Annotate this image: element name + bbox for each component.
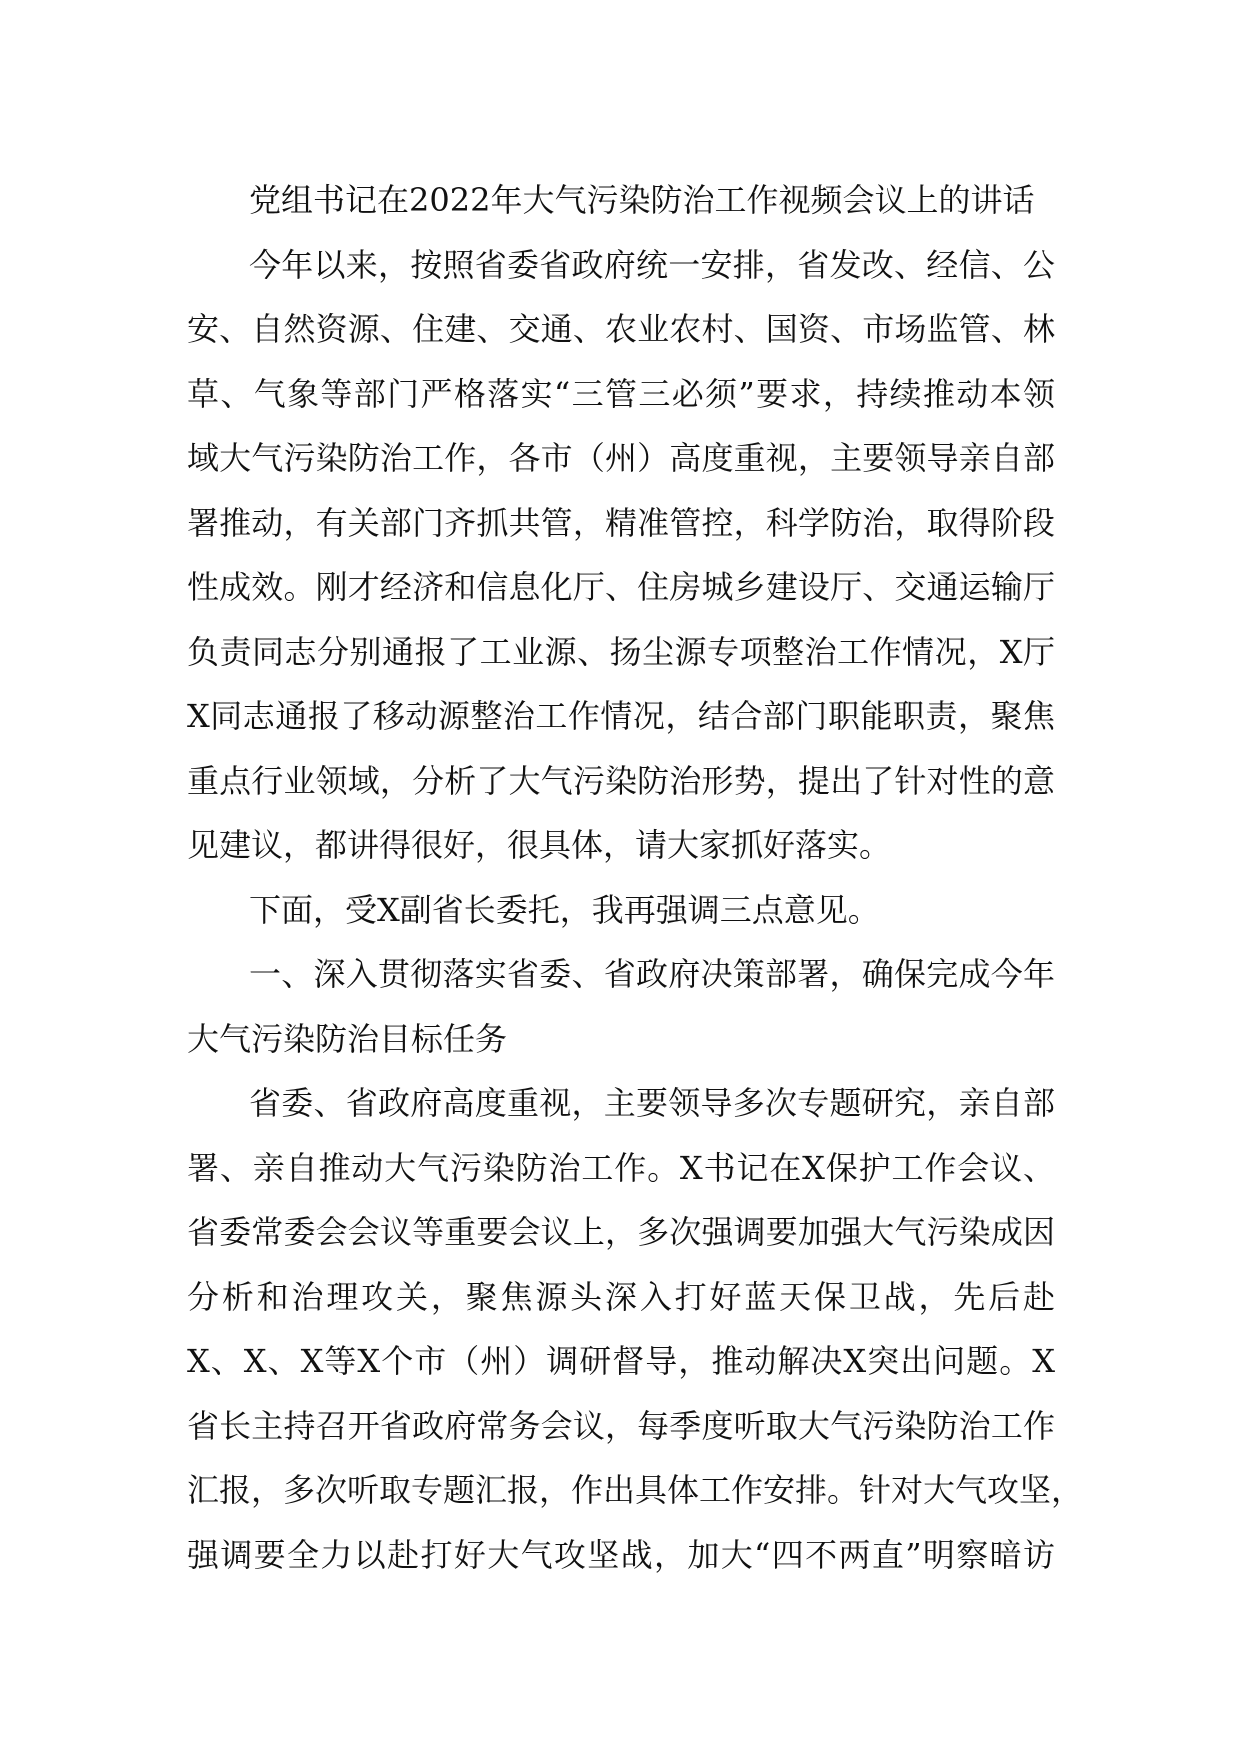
text-line: 域大气污染防治工作，各市（州）高度重视，主要领导亲自部	[187, 439, 1055, 477]
text-line: 一、深入贯彻落实省委、省政府决策部署，确保完成今年	[249, 955, 1055, 993]
text-line: X、X、X等X个市（州）调研督导，推动解决X突出问题。X	[187, 1342, 1055, 1380]
document-title: 党组书记在2022年大气污染防治工作视频会议上的讲话	[249, 181, 1035, 219]
text-line: 负责同志分别通报了工业源、扬尘源专项整治工作情况，X厅	[187, 632, 1055, 671]
text-line: 大气污染防治目标任务	[187, 1019, 508, 1058]
text-line: 署推动，有关部门齐抓共管，精准管控，科学防治，取得阶段	[187, 503, 1055, 542]
section-heading-1	[187, 942, 1055, 1071]
text-line: 性成效。刚才经济和信息化厅、住房城乡建设厅、交通运输厅	[187, 568, 1055, 606]
text-line: 汇报，多次听取专题汇报，作出具体工作安排。针对大气攻坚，	[187, 1471, 1084, 1509]
text-line: 分析和治理攻关，聚焦源头深入打好蓝天保卫战，先后赴	[187, 1277, 1055, 1316]
text-line: 今年以来，按照省委省政府统一安排，省发改、经信、公	[249, 245, 1055, 284]
text-line: 署、亲自推动大气污染防治工作。X书记在X保护工作会议、	[187, 1148, 1055, 1187]
text-line: 见建议，都讲得很好，很具体，请大家抓好落实。	[187, 826, 892, 864]
text-line: 省委常委会会议等重要会议上，多次强调要加强大气污染成因	[187, 1213, 1055, 1251]
paragraph-transition	[187, 878, 1055, 943]
text-line: 省长主持召开省政府常务会议，每季度听取大气污染防治工作	[187, 1406, 1055, 1445]
paragraph-body-1	[187, 1071, 1084, 1587]
document-body	[187, 168, 1084, 1587]
text-line: X同志通报了移动源整治工作情况，结合部门职能职责，聚焦	[187, 697, 1055, 735]
text-line: 强调要全力以赴打好大气攻坚战，加大“四不两直”明察暗访	[187, 1535, 1055, 1574]
text-line: 安、自然资源、住建、交通、农业农村、国资、市场监管、林	[187, 310, 1055, 348]
text-line: 草、气象等部门严格落实“三管三必须”要求，持续推动本领	[187, 374, 1055, 413]
text-line: 省委、省政府高度重视，主要领导多次专题研究，亲自部	[249, 1084, 1055, 1122]
text-line: 重点行业领域，分析了大气污染防治形势，提出了针对性的意	[187, 761, 1055, 800]
paragraph-intro	[187, 233, 1055, 878]
text-line: 下面，受X副省长委托，我再强调三点意见。	[249, 890, 880, 929]
